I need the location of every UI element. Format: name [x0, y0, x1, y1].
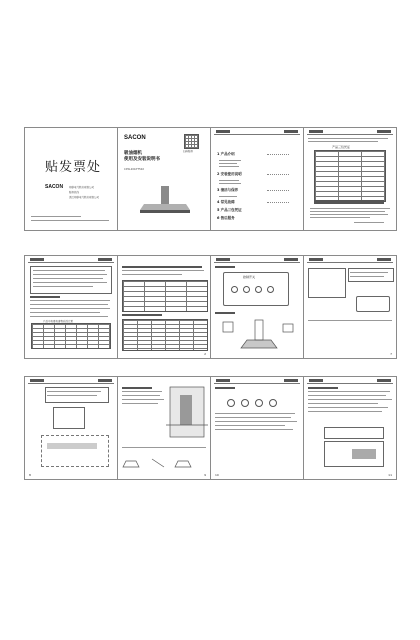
cover-product-title: 吸油烟机 — [124, 151, 142, 156]
low-key-icon — [241, 399, 249, 407]
page-warranty-card — [304, 127, 397, 231]
socket-diagram — [356, 296, 390, 312]
toc-item-1[interactable]: 1 产品介绍 — [217, 152, 235, 156]
toc-item-2[interactable]: 2 安装使用说明 — [217, 172, 242, 176]
page-specifications: 2 — [118, 255, 211, 359]
light-key-icon — [227, 399, 235, 407]
mounting-plate-diagram — [53, 407, 85, 429]
brand-logo: SACON — [45, 184, 64, 190]
spread-row-2 — [24, 255, 397, 359]
spec-table — [122, 280, 208, 312]
page-installation-wiring: 7 — [304, 255, 397, 359]
qr-caption: 扫码服务 — [183, 150, 194, 153]
brand-line-3: 浙江帅康电气股份有限公司 — [69, 196, 100, 199]
cutting-template-diagram — [41, 435, 109, 467]
toc-item-6[interactable]: 6 售后服务 — [217, 216, 235, 220]
low-speed-button-icon — [243, 286, 250, 293]
toxic-substance-table — [31, 323, 111, 349]
wall-mount-diagram-icon — [164, 385, 210, 445]
cover-model: CXW-200-TT502 — [124, 168, 144, 171]
cover-manual-title: 使用及安装说明书 — [124, 157, 160, 162]
invoice-stamp-title: 贴发票处 — [45, 160, 102, 175]
cover-brand-logo: SACON — [124, 135, 146, 141]
brand-line-1: 帅康电气股份有限公司 — [69, 186, 95, 189]
page-operation: 10 — [211, 376, 304, 480]
screws-diagram-icon — [118, 451, 211, 477]
high-speed-button-icon — [255, 286, 262, 293]
parts-table — [122, 319, 208, 351]
toxic-substance-table-title: 产品中有毒有害物质或元素 — [43, 320, 74, 323]
page-control-diagram — [211, 255, 304, 359]
control-panel-title: 控制开关 — [243, 275, 256, 279]
power-button-icon — [267, 286, 274, 293]
spread-row-3 — [24, 376, 397, 480]
page-mounting-template: 8 — [24, 376, 118, 480]
toc-item-3[interactable]: 3 清洁与保养 — [217, 188, 239, 192]
toc-item-4[interactable]: 4 常见故障 — [217, 200, 235, 204]
brand-line-2: 服务热线 — [69, 191, 80, 194]
off-key-icon — [269, 399, 277, 407]
hood-components-diagram-icon — [211, 314, 304, 359]
page-safety-notes — [24, 255, 118, 359]
warranty-title: 产品三包凭证 — [332, 145, 351, 149]
page-installation-steps: 9 — [118, 376, 211, 480]
page-cleaning: 11 — [304, 376, 397, 480]
wiring-diagram — [308, 268, 346, 298]
page-back-cover — [24, 127, 118, 231]
spread-row-1 — [24, 127, 397, 231]
range-hood-illustration-icon — [118, 128, 211, 231]
light-button-icon — [231, 286, 238, 293]
warranty-table — [314, 150, 386, 202]
page-front-cover — [118, 127, 211, 231]
page-contents — [211, 127, 304, 231]
toc-item-5[interactable]: 5 产品三包凭证 — [217, 208, 242, 212]
high-key-icon — [255, 399, 263, 407]
